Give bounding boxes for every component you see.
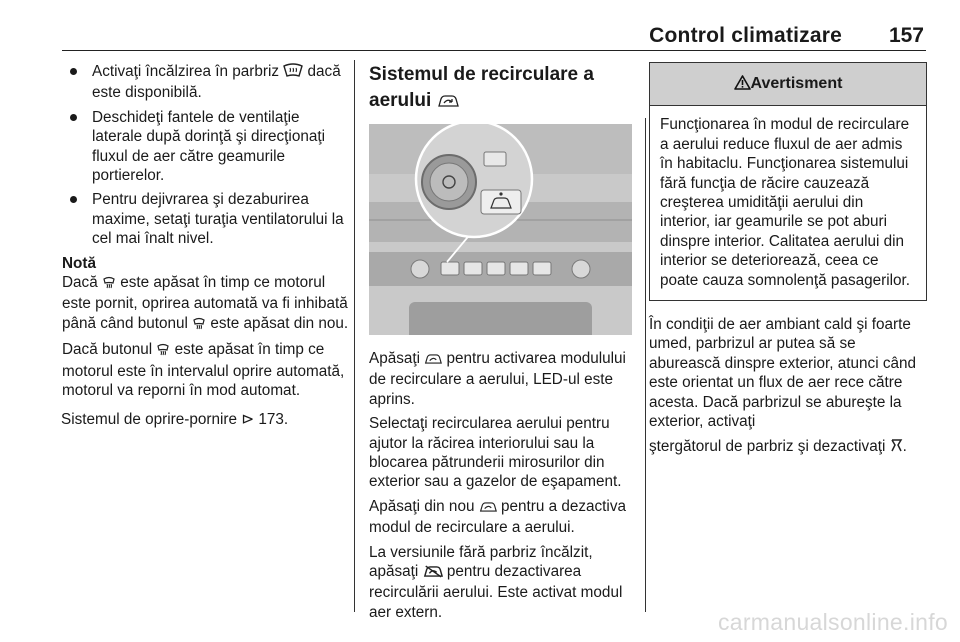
column-2 [369,62,634,627]
page-header-title: Control climatizare [649,24,842,47]
air-recirculation-icon [424,351,442,370]
air-recirculation-icon [479,499,497,518]
page-reference-arrow-icon: ⊳ [241,410,255,428]
cross-reference: Sistemul de oprire-pornire ⊳ 173. [61,410,289,428]
note-paragraph-2: Dacă butonul este apăsat în timp ce motorul este în intervalul oprire automată, motorul va reporni în mod automat. [62,341,345,400]
header-divider [62,50,926,51]
warning-box [649,62,927,301]
windscreen-heat-icon [283,63,303,83]
paragraph: ştergătorul de parbriz şi dezactivaţi . [649,437,927,458]
column-1 [62,62,352,434]
front-defrost-icon [192,316,206,335]
bullet-list [62,62,352,249]
paragraph: În condiţii de aer ambiant cald şi foarte umed, parbrizul ar putea să se aburească dinspre exterior, atunci când este orientat un flux de aer rece către acesta. Dacă parbrizul se abureşte la exterior, activaţi [649,316,917,431]
bullet-item: Deschideţi fantele de ventilaţie laterale după dorinţă şi direcţionaţi fluxul de aer către geamurile portierelor. [62,108,352,186]
paragraph: La versiunile fără parbriz încălzit, apăsaţi pentru dezactivarea recirculării aerului. Este activat modul aer extern. [369,543,623,621]
front-defrost-icon [102,275,116,294]
watermark: carmanualsonline.info [717,609,948,635]
paragraph: Apăsaţi pentru activarea modulului de recirculare a aerului, LED-ul este aprins. [369,350,626,408]
bullet-item: Pentru dejivrarea şi dezaburirea maxime, setaţi turaţia ventilatorului la cel mai înalt nivel. [62,190,352,248]
air-recirculation-crossed-icon [423,564,443,583]
page-number: 157 [888,24,924,47]
note-paragraph-1: Dacă este apăsat în timp ce motorul este pornit, oprirea automată va fi inhibată până când butonul este apăsat din nou. [62,273,352,335]
rear-defog-icon [890,438,903,458]
paragraph: Apăsaţi din nou pentru a dezactiva modul de recirculare a aerului. [369,497,626,537]
page-reference-link[interactable]: 173. [258,410,289,428]
note-heading: Notă [62,254,96,272]
column-divider-2 [645,118,646,612]
warning-icon [734,75,751,95]
air-recirculation-icon [437,90,459,116]
bullet-item: Activaţi încălzirea în parbriz dacă este disponibilă. [62,62,352,103]
console-photo [369,124,632,335]
column-3 [649,62,927,463]
warning-header: Avertisment [650,63,926,106]
front-defrost-icon [156,342,170,361]
paragraph: Selectaţi recircularea aerului pentru ajutor la răcirea interiorului sau la blocarea pătrunderii mirosurilor din exterior sau a gazelor de eşapament. [369,415,622,491]
warning-text: Funcţionarea în modul de recirculare a aerului reduce fluxul de aer admis în habitaclu. Funcţionarea sistemului fără funcţia de răcire cauzează creşterea umidităţii aerului din interior, iar geamurile se pot aburi dinspre interior. Calitatea aerului din interior se deteriorează, ceea ce poate cauza somnolenţă pasagerilor. [660,116,911,289]
section-title: Sistemul de recirculare a aerului [369,62,634,116]
column-divider-1 [354,60,355,612]
